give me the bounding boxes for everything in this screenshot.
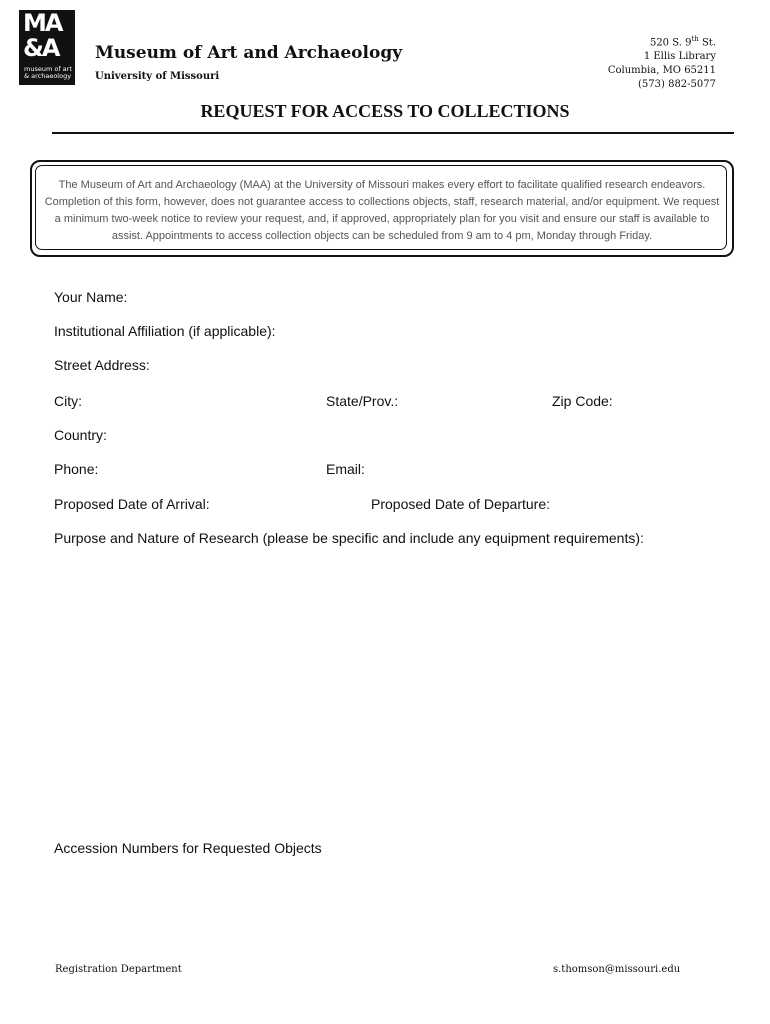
museum-logo: [19, 10, 75, 85]
university-name: University of Missouri: [95, 71, 220, 82]
address-phone: (573) 882-5077: [638, 79, 716, 91]
field-phone[interactable]: Phone:: [54, 461, 99, 477]
address-building: 1 Ellis Library: [643, 51, 716, 63]
field-state[interactable]: State/Prov.:: [326, 393, 399, 409]
field-research-purpose[interactable]: Purpose and Nature of Research (please be specific and include any equipment requirements):: [54, 530, 644, 546]
mailing-address: [608, 32, 716, 92]
footer-email[interactable]: s.thomson@missouri.edu: [553, 964, 681, 975]
field-zip-code[interactable]: Zip Code:: [552, 393, 613, 409]
field-accession-numbers[interactable]: Accession Numbers for Requested Objects: [54, 840, 322, 856]
organization-name: Museum of Art and Archaeology: [95, 43, 403, 63]
footer-department: Registration Department: [55, 964, 182, 975]
logo-line-1: MA: [23, 9, 62, 37]
field-country[interactable]: Country:: [54, 427, 107, 443]
field-arrival-date[interactable]: Proposed Date of Arrival:: [54, 496, 210, 512]
title-divider: [52, 132, 734, 134]
field-affiliation[interactable]: Institutional Affiliation (if applicable):: [54, 323, 276, 339]
address-street: 520 S. 9th St.: [649, 35, 716, 49]
field-email[interactable]: Email:: [326, 461, 365, 477]
field-departure-date[interactable]: Proposed Date of Departure:: [371, 496, 550, 512]
logo-line-2: &A: [23, 34, 59, 62]
logo-line-4: & archaeology: [24, 72, 72, 80]
field-your-name[interactable]: Your Name:: [54, 289, 128, 305]
address-city: Columbia, MO 65211: [607, 65, 716, 77]
field-street-address[interactable]: Street Address:: [54, 357, 150, 373]
intro-text: The Museum of Art and Archaeology (MAA) at the University of Missouri makes every effort to facilitate qualified research endeavors. Completion of this form, however, does not guarantee access to collections objects, staff, research material, and/or equipment. We request a minimum two-week notice to review your request, and, if approved, appropriately plan for you visit and ensure our staff is available to assist. Appointments to access collection objects can be scheduled from 9 am to 4 pm, Monday through Friday.: [44, 179, 720, 242]
logo-line-3: museum of art: [24, 65, 72, 73]
form-title: REQUEST FOR ACCESS TO COLLECTIONS: [200, 101, 570, 121]
field-city[interactable]: City:: [54, 393, 82, 409]
